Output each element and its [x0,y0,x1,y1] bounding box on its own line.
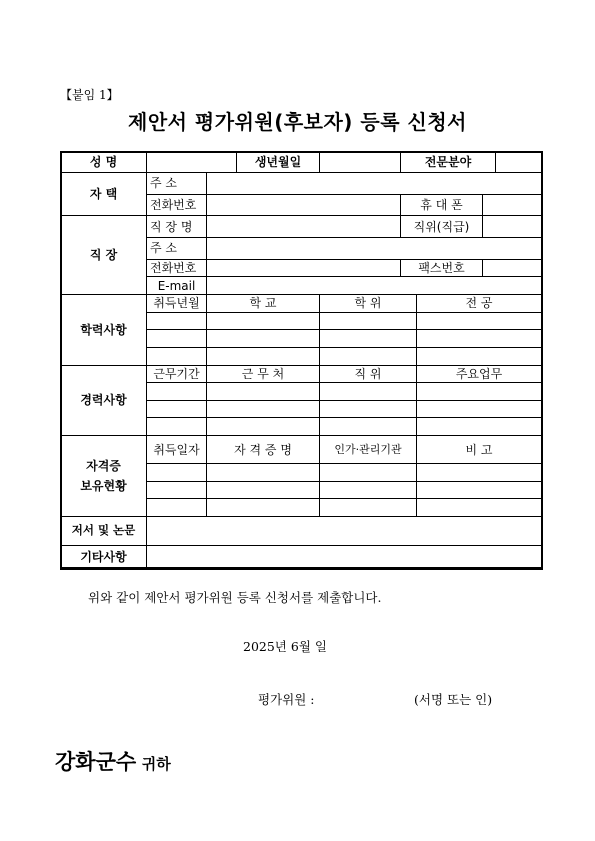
home-phone-field[interactable] [207,194,401,216]
work-phone-label: 전화번호 [147,259,207,277]
license-header-issuer: 인가·관리기관 [320,436,417,464]
license-cell[interactable] [417,499,542,517]
career-header-duties: 주요업무 [417,365,542,383]
career-cell[interactable] [147,400,207,418]
career-cell[interactable] [320,418,417,436]
education-cell[interactable] [147,347,207,365]
license-label-line2: 보유현황 [80,479,127,494]
license-label-line1: 자격증 [86,459,121,474]
signature-hint: (서명 또는 인) [414,692,493,707]
career-header-period: 근무기간 [147,365,207,383]
education-cell[interactable] [417,330,542,348]
career-label: 경력사항 [61,365,147,436]
license-cell[interactable] [320,481,417,499]
work-address-label: 주 소 [147,238,207,260]
license-cell[interactable] [417,464,542,482]
license-cell[interactable] [147,499,207,517]
license-header-name: 자 격 증 명 [207,436,320,464]
specialty-label: 전문분야 [401,152,496,173]
name-label: 성 명 [61,152,147,173]
license-header-note: 비 고 [417,436,542,464]
education-header-school: 학 교 [207,295,320,313]
career-cell[interactable] [147,383,207,401]
career-header-position: 직 위 [320,365,417,383]
education-cell[interactable] [147,330,207,348]
home-address-label: 주 소 [147,172,207,194]
education-label: 학력사항 [61,295,147,366]
career-cell[interactable] [320,400,417,418]
license-cell[interactable] [320,464,417,482]
attachment-label: 【붙임 1】 [60,88,119,102]
career-cell[interactable] [207,400,320,418]
career-cell[interactable] [417,383,542,401]
work-label: 직 장 [61,216,147,295]
license-cell[interactable] [207,464,320,482]
recipient-suffix: 귀하 [141,755,171,773]
education-header-date: 취득년월 [147,295,207,313]
education-header-major: 전 공 [417,295,542,313]
work-phone-field[interactable] [207,259,401,277]
education-cell[interactable] [207,312,320,330]
career-cell[interactable] [207,383,320,401]
recipient [55,746,171,776]
fax-field[interactable] [483,259,542,277]
fax-label: 팩스번호 [401,259,483,277]
career-cell[interactable] [417,400,542,418]
email-field[interactable] [207,277,542,295]
work-address-field[interactable] [207,238,542,260]
education-cell[interactable] [320,330,417,348]
career-cell[interactable] [207,418,320,436]
license-cell[interactable] [147,481,207,499]
publications-label: 저서 및 논문 [61,516,147,545]
education-cell[interactable] [207,330,320,348]
education-cell[interactable] [147,312,207,330]
home-label: 자 택 [61,172,147,216]
license-header-date: 취득일자 [147,436,207,464]
other-field[interactable] [147,546,542,568]
education-cell[interactable] [417,312,542,330]
career-cell[interactable] [147,418,207,436]
date-line: 2025년 6월 일 [243,639,327,654]
position-field[interactable] [483,216,542,238]
education-cell[interactable] [207,347,320,365]
education-cell[interactable] [320,347,417,365]
education-cell[interactable] [417,347,542,365]
license-label [61,436,147,517]
publications-field[interactable] [147,516,542,545]
page-title: 제안서 평가위원(후보자) 등록 신청서 [128,110,467,134]
home-phone-label: 전화번호 [147,194,207,216]
signer-label: 평가위원 : [258,692,315,707]
registration-form [60,151,542,568]
career-cell[interactable] [417,418,542,436]
home-address-field[interactable] [207,172,542,194]
position-label: 직위(직급) [401,216,483,238]
birth-field[interactable] [320,152,401,173]
workplace-label: 직 장 명 [147,216,207,238]
education-header-degree: 학 위 [320,295,417,313]
email-label: E-mail [147,277,207,295]
birth-label: 생년월일 [237,152,320,173]
mobile-field[interactable] [483,194,542,216]
other-label: 기타사항 [61,546,147,568]
workplace-field[interactable] [207,216,401,238]
name-field[interactable] [147,152,237,173]
education-cell[interactable] [320,312,417,330]
license-cell[interactable] [147,464,207,482]
license-cell[interactable] [207,499,320,517]
career-header-company: 근 무 처 [207,365,320,383]
mobile-label: 휴 대 폰 [401,194,483,216]
license-cell[interactable] [320,499,417,517]
recipient-name: 강화군수 [55,750,137,774]
license-cell[interactable] [417,481,542,499]
declaration-text: 위와 같이 제안서 평가위원 등록 신청서를 제출합니다. [88,590,382,605]
career-cell[interactable] [320,383,417,401]
license-cell[interactable] [207,481,320,499]
specialty-field[interactable] [496,152,542,173]
